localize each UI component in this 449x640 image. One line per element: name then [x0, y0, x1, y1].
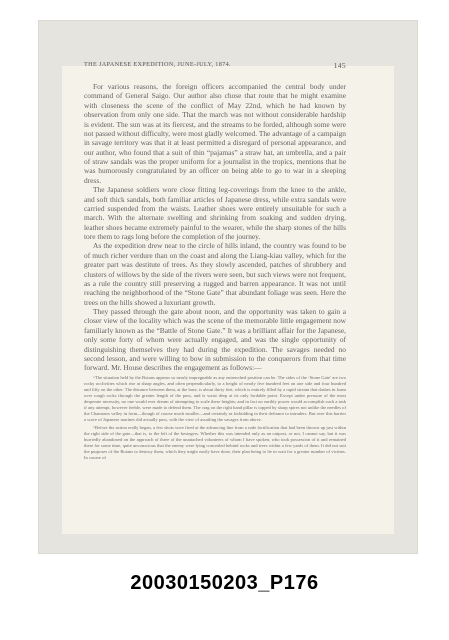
- body-paragraph: For various reasons, the foreign officers accompanied the central body under command of General Saigo. Our author also chose that route that he might examine with closeness the scene of the conflict of May 22nd, which he had known by observation from only one side. That the march was not without considerable hardship is evident. The sun was at its fiercest, and the streams to be forded, although some were not passed without difficulty, were most gladly welcomed. The advantage of a campaign in savage territory was that it at least permitted a disregard of personal appearance, and our author, who found that a suit of thin “pajamas” a straw hat, an umbrella, and a pair of straw sandals was the proper uniform for a journalist in the tropics, mentions that he was humorously congratulated by an officer on being able to go to war in a sleeping dress.: [84, 82, 346, 185]
- page-body: [84, 82, 346, 492]
- image-id-caption: 20030150203_P176: [130, 572, 319, 594]
- page-number: 145: [333, 61, 346, 70]
- body-paragraph: The Japanese soldiers wore close fitting leg-coverings from the knee to the ankle, and soft thick sandals, both familiar articles of Japanese dress, while extra sandals were carried suspended from the waists. Leather shoes were entirely unsuitable for such a march. With the alternate swelling and shrinking from soaking and sudden drying, leather shoes became extremely painful to the wearer, while the sharp stones of the hills tore them to rags long before the completion of the journey.: [84, 185, 346, 241]
- quoted-extract: “The situation held by the Botans appears so nearly impregnable as any entrenched position can be. The sides of the ‘Stone Gate’ are two rocky acclivities which rise at sharp angles, and often perpendicularly, to a height of nearly five hundred feet on one side and four hundred and fifty on the other. The distance between them, at the base, is about thirty feet, which is entirely filled by a rapid stream that dashes in foam over rough rocks through the greater length of the pass, and is waist deep at its only fordable point. Except under pressure of the most desperate necessity, no one would ever dream of attempting to scale these heights; and in fact no earthly power would accomplish such a task if any attempt, however feeble, were made to defend them. The crag on the right hand pillar is topped by sharp spires not unlike the needles of the Chamonix valley in form—though of course much smaller—and certainly as forbidding in their defiance to intruders. But over this barrier a score of Japanese marines did actually pass, with the view of assailing the savages from above.: [84, 374, 346, 422]
- body-paragraph: As the expedition drew near to the circle of hills inland, the country was found to be of much richer verdure than on the coast and along the Liang-kiau valley, which for the greater part was destitute of trees. As they slowly ascended, patches of shrubbery and clusters of willows by the side of the rivers were seen, but such views were not frequent, as a rule the country still preserving a rugged and barren appearance. It was not until reaching the neighborhood of the “Stone Gate” that abundant foliage was seen. Here the trees on the hills showed a luxuriant growth.: [84, 241, 346, 307]
- body-paragraph: They passed through the gate about noon, and the opportunity was taken to gain a closer view of the locality which was the scene of the memorable little engagement now familiarly known as the “Battle of Stone Gate.” It was a brilliant affair for the Japanese, only some forty of whom were actually engaged, and was the single opportunity of distinguishing themselves they had during the expedition. The savages needed no second lesson, and were willing to bow in submission to the conquerors from that time forward. Mr. House describes the engagement as follows:—: [84, 307, 346, 373]
- running-header: [84, 61, 346, 71]
- quoted-extract: “Before the action really began, a few shots were fired at the advancing line from a rude fortification that had been thrown up just within the right side of the gate—that is, to the left of the besiegers. Whether this was intended only as an outpost, or not, I cannot say, but it was hurriedly abandoned on the approach of three of the unattached volunteers of whom I have spoken, who took possession of it and remained there for some time, quite unconscious that the enemy were lying concealed behind rocks and trees within a few yards of them. It did not suit the purposes of the Botans to destroy them, which they might easily have done, their plan being to lie in wait for a greater number of victims. In course of: [84, 424, 346, 460]
- header-title: THE JAPANESE EXPEDITION, JUNE-JULY, 1874.: [84, 61, 231, 68]
